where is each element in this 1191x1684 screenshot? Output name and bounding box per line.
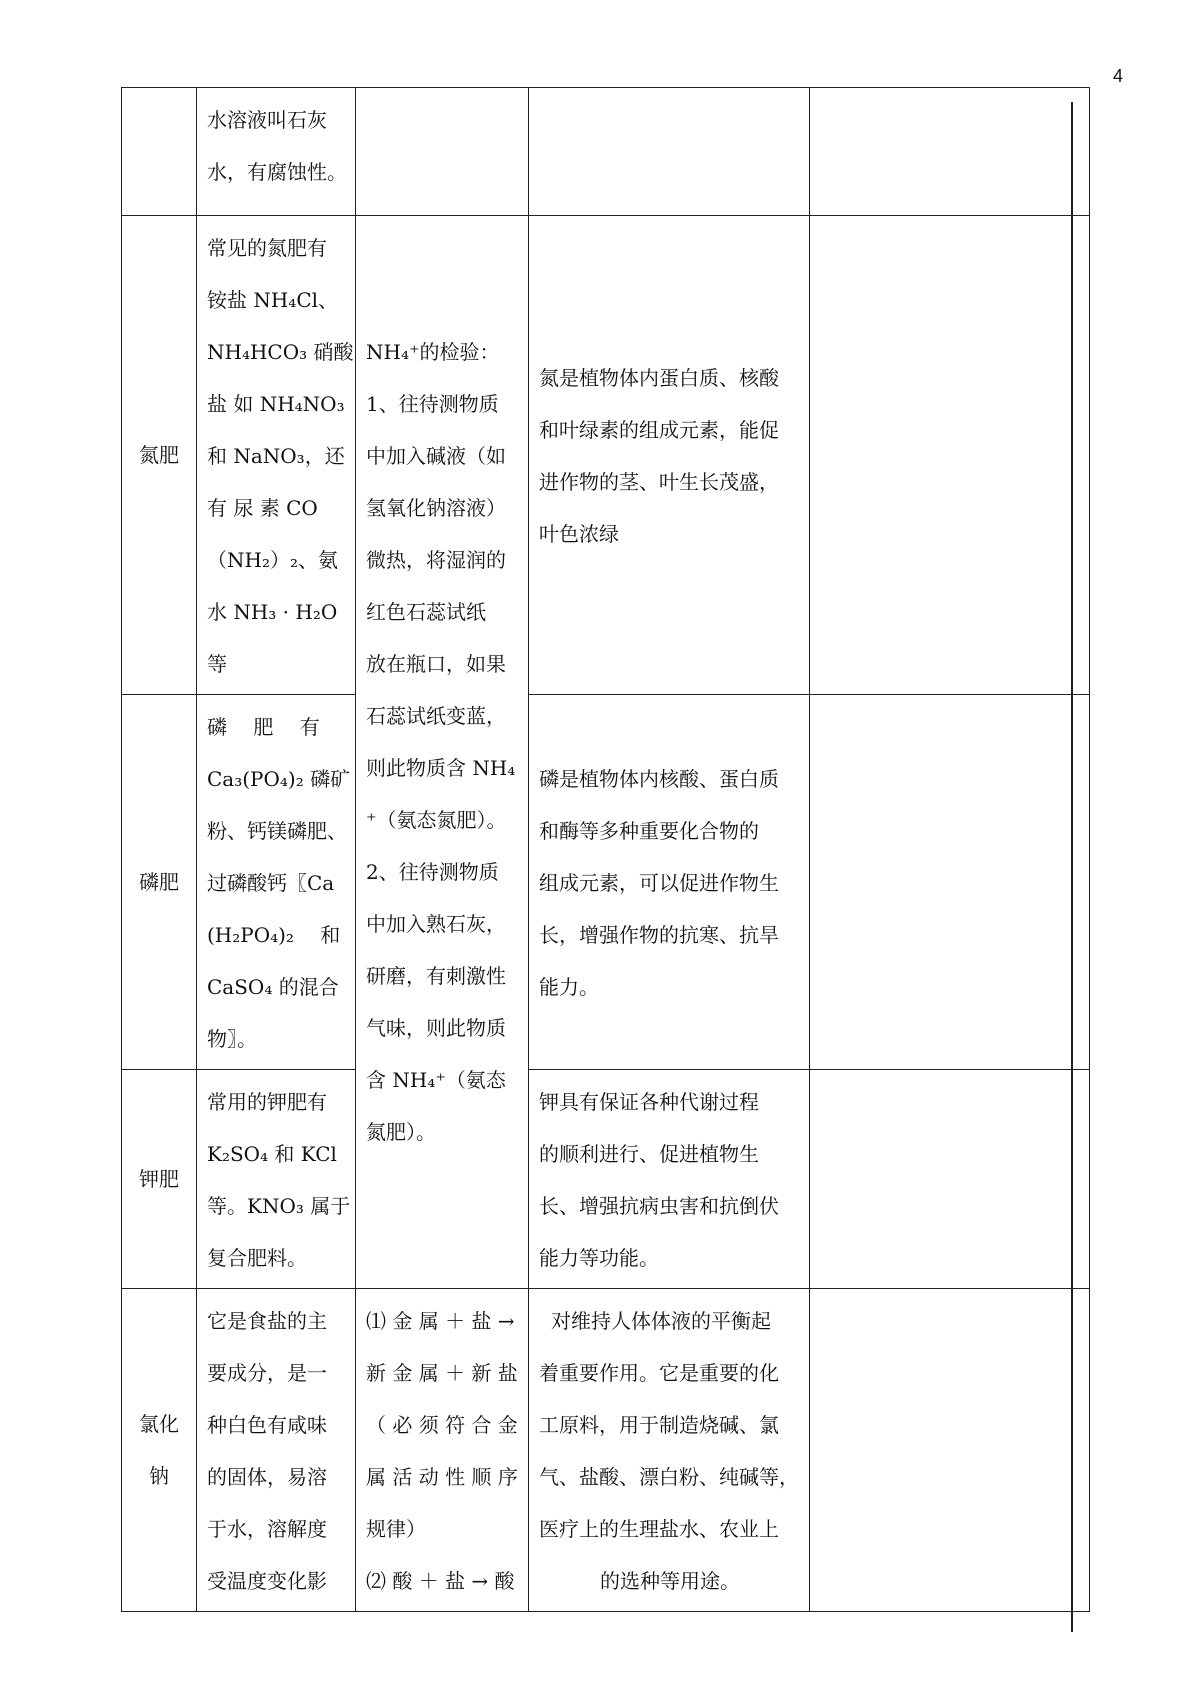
- text-line: 粉、钙镁磷肥、: [207, 819, 347, 843]
- uses-cell: [529, 695, 810, 1070]
- row-name: 氮肥: [139, 443, 179, 467]
- text-line: 能力等功能。: [539, 1246, 659, 1270]
- text-line: 组成元素，可以促进作物生: [539, 871, 779, 895]
- text-line: 铵盐 NH₄Cl、: [207, 288, 339, 312]
- text-line: （NH₂）₂、氨: [207, 548, 338, 572]
- text-line: 盐 如 NH₄NO₃: [207, 392, 345, 416]
- text-line: 物〗。: [207, 1027, 257, 1051]
- text-line: 医疗上的生理盐水、农业上: [539, 1517, 779, 1541]
- properties-cell: [197, 1289, 356, 1612]
- row-name-cell: [122, 216, 197, 695]
- text-line: 要成分，是一: [207, 1361, 327, 1385]
- properties-cell: [197, 695, 356, 1070]
- text-line: Ca₃(PO₄)₂ 磷矿: [207, 767, 351, 791]
- row-name: 钾肥: [139, 1167, 179, 1191]
- text-line: 过磷酸钙〖Ca: [207, 871, 335, 895]
- text-line: 磷 肥 有: [207, 715, 320, 739]
- row-name-cell: [122, 1070, 197, 1289]
- table-row: [122, 695, 1090, 1070]
- text-line: 它是食盐的主: [207, 1309, 327, 1333]
- text-line: 则此物质含 NH₄: [366, 756, 516, 780]
- row-name: 磷肥: [139, 870, 179, 894]
- text-line: 微热，将湿润的: [366, 548, 506, 572]
- notes-cell: [810, 88, 1090, 216]
- text-line: ⑴ 金 属 ＋ 盐 →: [366, 1309, 515, 1333]
- text-line: 的选种等用途。: [600, 1569, 740, 1593]
- text-line: 红色石蕊试纸: [366, 600, 486, 624]
- text-line: 新 金 属 ＋ 新 盐: [366, 1361, 518, 1385]
- text-line: 受温度变化影: [207, 1569, 327, 1593]
- text-line: 含 NH₄⁺（氨态: [366, 1068, 506, 1092]
- page-number: 4: [1113, 66, 1124, 86]
- text-line: ⁺（氨态氮肥）。: [366, 808, 507, 832]
- text-line: 有 尿 素 CO: [207, 496, 318, 520]
- uses-cell: [529, 1070, 810, 1289]
- text-line: 氮肥）。: [366, 1120, 436, 1144]
- text-line: CaSO₄ 的混合: [207, 975, 339, 999]
- text-line: 常见的氮肥有: [207, 236, 327, 260]
- text-line: 于水，溶解度: [207, 1517, 327, 1541]
- text-line: K₂SO₄ 和 KCl: [207, 1142, 337, 1166]
- text-line: 的固体，易溶: [207, 1465, 327, 1489]
- table-row: [122, 88, 1090, 216]
- text-line: 属 活 动 性 顺 序: [366, 1465, 518, 1489]
- text-line: 中加入碱液（如: [366, 444, 506, 468]
- properties-cell: [197, 88, 356, 216]
- row-name: 氯化: [139, 1412, 179, 1436]
- uses-cell: [529, 1289, 810, 1612]
- text-line: NH₄HCO₃ 硝酸: [207, 340, 354, 364]
- text-line: 等。KNO₃ 属于: [207, 1194, 351, 1218]
- row-name: 钠: [149, 1464, 169, 1488]
- table-row: [122, 1289, 1090, 1612]
- test-cell: [356, 88, 529, 216]
- text-line: 叶色浓绿: [539, 522, 619, 546]
- text-line: 水溶液叫石灰: [207, 108, 327, 132]
- text-line: 工原料，用于制造烧碱、氯: [539, 1413, 779, 1437]
- text-line: 进作物的茎、叶生长茂盛，: [539, 470, 779, 494]
- text-line: 水，有腐蚀性。: [207, 160, 347, 184]
- text-line: 研磨，有刺激性: [366, 964, 506, 988]
- text-line: 中加入熟石灰，: [366, 912, 506, 936]
- text-line: (H₂PO₄)₂ 和: [207, 923, 341, 947]
- uses-cell: [529, 216, 810, 695]
- row-name-cell: [122, 1289, 197, 1612]
- row-name-cell: [122, 88, 197, 216]
- text-line: 长、增强抗病虫害和抗倒伏: [539, 1194, 779, 1218]
- properties-cell: [197, 216, 356, 695]
- text-line: 气、盐酸、漂白粉、纯碱等，: [539, 1465, 799, 1489]
- text-line: 和叶绿素的组成元素，能促: [539, 418, 779, 442]
- text-line: 着重要作用。它是重要的化: [539, 1361, 779, 1385]
- text-line: 石蕊试纸变蓝，: [366, 704, 506, 728]
- text-line: 对维持人体体液的平衡起: [551, 1309, 771, 1333]
- text-line: 2、往待测物质: [366, 860, 499, 884]
- text-line: 和 NaNO₃，还: [207, 444, 345, 468]
- text-line: 等: [207, 652, 227, 676]
- text-line: 气味，则此物质: [366, 1016, 506, 1040]
- text-line: NH₄⁺的检验：: [366, 340, 500, 364]
- text-line: 磷是植物体内核酸、蛋白质: [539, 767, 779, 791]
- text-line: （ 必 须 符 合 金: [366, 1413, 518, 1437]
- text-line: 钾具有保证各种代谢过程: [539, 1090, 759, 1114]
- row-name-cell: [122, 695, 197, 1070]
- text-line: 规律）: [366, 1517, 426, 1541]
- text-line: 放在瓶口，如果: [366, 652, 506, 676]
- text-line: 常用的钾肥有: [207, 1090, 327, 1114]
- table-row: [122, 1070, 1090, 1289]
- notes-cell: [810, 1070, 1090, 1289]
- nh4-test-cell: [356, 216, 529, 1289]
- text-line: 氮是植物体内蛋白质、核酸: [539, 366, 779, 390]
- properties-cell: [197, 1070, 356, 1289]
- text-line: 氢氧化钠溶液）: [366, 496, 506, 520]
- text-line: 能力。: [539, 975, 599, 999]
- text-line: 种白色有咸味: [207, 1413, 327, 1437]
- fertilizer-table: [121, 87, 1090, 1612]
- test-cell: [356, 1289, 529, 1612]
- text-line: 长，增强作物的抗寒、抗旱: [539, 923, 779, 947]
- text-line: 的顺利进行、促进植物生: [539, 1142, 759, 1166]
- notes-cell: [810, 216, 1090, 695]
- text-line: 和酶等多种重要化合物的: [539, 819, 759, 843]
- uses-cell: [529, 88, 810, 216]
- text-line: ⑵ 酸 ＋ 盐 → 酸: [366, 1569, 515, 1593]
- table-row: [122, 216, 1090, 695]
- text-line: 水 NH₃ · H₂O: [207, 600, 338, 624]
- notes-cell: [810, 695, 1090, 1070]
- text-line: 1、往待测物质: [366, 392, 499, 416]
- notes-cell: [810, 1289, 1090, 1612]
- text-line: 复合肥料。: [207, 1246, 307, 1270]
